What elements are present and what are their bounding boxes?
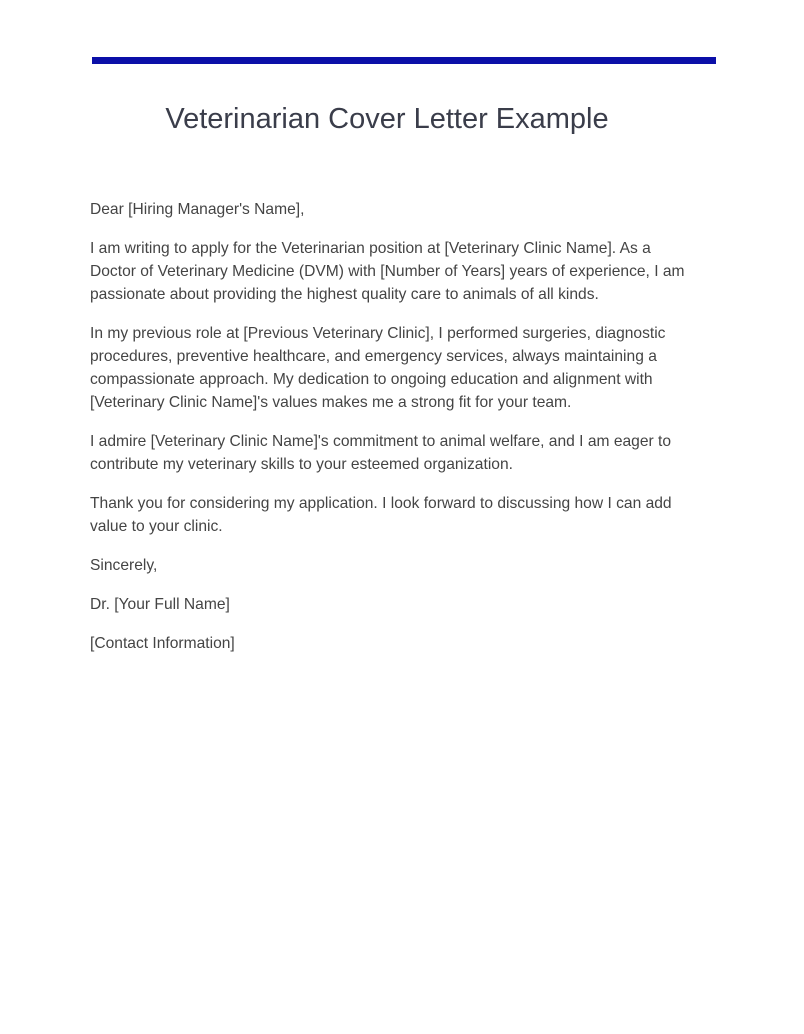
paragraph-2: In my previous role at [Previous Veterinary Clinic], I performed surgeries, diagnostic procedures, preventive healthcare, and emergency services, always maintaining a compassionate approach. My dedication to ongoing education and alignment with [Veterinary Clinic Name]'s values makes me a strong fit for your team.: [90, 325, 666, 411]
contact-information: [Contact Information]: [90, 635, 235, 652]
page-title: Veterinarian Cover Letter Example: [165, 103, 609, 135]
closing: Sincerely,: [90, 557, 158, 574]
salutation: Dear [Hiring Manager's Name],: [90, 201, 305, 218]
top-accent-rule: [92, 57, 716, 64]
paragraph-1: I am writing to apply for the Veterinarian position at [Veterinary Clinic Name]. As a Doctor of Veterinary Medicine (DVM) with [Number of Years] years of experience, I am passionate about providing the highest quality care to animals of all kinds.: [90, 240, 685, 303]
paragraph-4: Thank you for considering my application. I look forward to discussing how I can add value to your clinic.: [90, 495, 672, 535]
letter-body: [90, 198, 690, 671]
paragraph-3: I admire [Veterinary Clinic Name]'s commitment to animal welfare, and I am eager to contribute my veterinary skills to your esteemed organization.: [90, 433, 672, 473]
signature: Dr. [Your Full Name]: [90, 596, 230, 613]
